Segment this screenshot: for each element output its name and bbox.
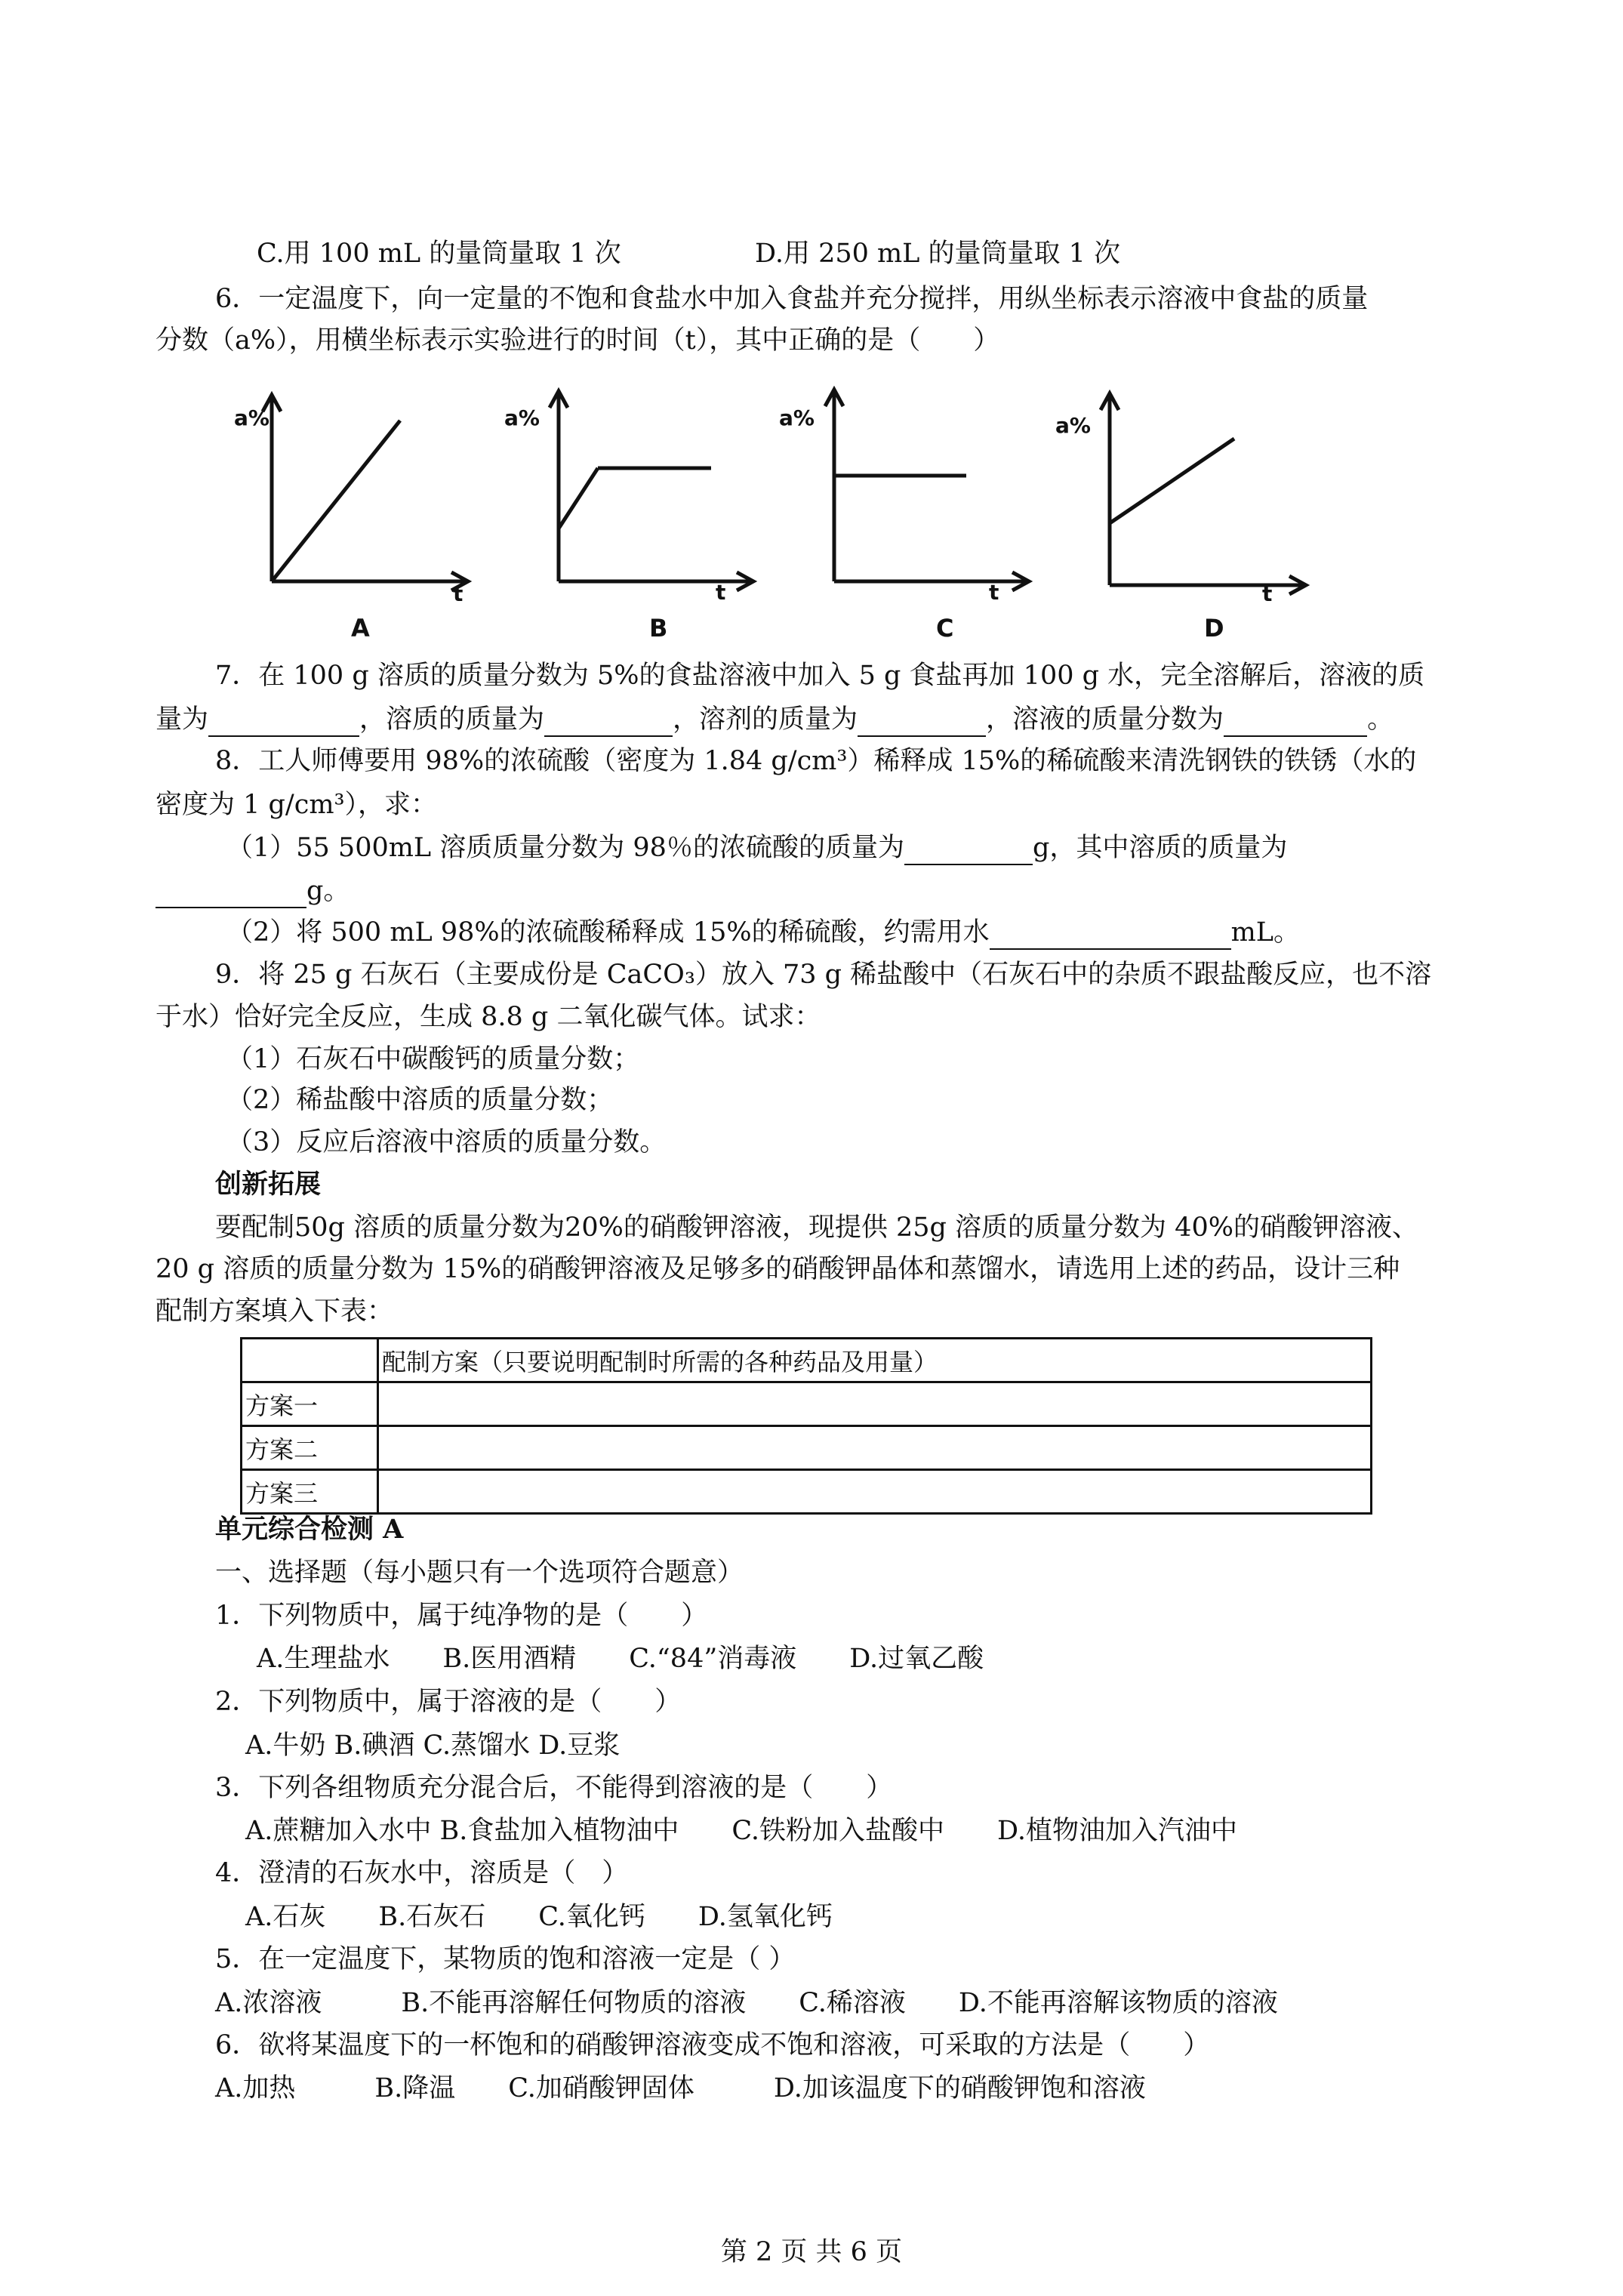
q9-sub1: （1）石灰石中碳酸钙的质量分数； (226, 1044, 640, 1074)
q7-blank-solution-mass[interactable] (208, 708, 359, 737)
ut-q4-options: A.石灰 B.石灰石 C.氧化钙 D.氢氧化钙 (245, 1902, 833, 1932)
q6-line1: 6．一定温度下，向一定量的不饱和食盐水中加入食盐并充分搅拌，用纵坐标表示溶液中食盐的质量 (215, 284, 1369, 314)
plan-table (240, 1337, 1372, 1515)
graph-d-label: D (1204, 614, 1224, 643)
q9-line2: 于水）恰好完全反应，生成 8.8 g 二氧化碳气体。试求： (156, 1002, 821, 1032)
graph-b-xlabel: t (716, 580, 726, 605)
q9-sub2: （2）稀盐酸中溶质的质量分数； (226, 1085, 614, 1115)
graph-c-ylabel: a% (779, 405, 815, 430)
q5-option-c: C.用 100 mL 的量筒量取 1 次 (257, 239, 621, 269)
q5-option-d: D.用 250 mL 的量筒量取 1 次 (755, 239, 1121, 269)
plan-answer-cell[interactable] (378, 1426, 1372, 1470)
q7-line2: 量为 ，溶质的质量为 ，溶剂的质量为 ，溶液的质量分数为 。 (156, 702, 1394, 737)
graph-d-ylabel: a% (1055, 413, 1091, 438)
q9-line1: 9．将 25 g 石灰石（主要成份是 CaCO₃）放入 73 g 稀盐酸中（石灰石中的杂质不跟盐酸反应，也不溶 (215, 960, 1432, 990)
plan-row-label: 方案一 (242, 1382, 378, 1426)
ut-q1: 1．下列物质中，属于纯净物的是（ ） (215, 1601, 708, 1631)
plan-answer-cell[interactable] (378, 1382, 1372, 1426)
plan-row-label: 方案三 (242, 1470, 378, 1514)
q8-sub1: （1）55 500mL 溶质质量分数为 98％的浓硫酸的质量为 g，其中溶质的质量为 (226, 831, 1287, 865)
q8-blank-acid-mass[interactable] (904, 837, 1033, 865)
graph-c-xlabel: t (989, 580, 999, 605)
graph-d-xlabel: t (1262, 581, 1273, 606)
innovation-heading: 创新拓展 (215, 1169, 322, 1200)
ut-q5-options: A.浓溶液 B.不能再溶解任何物质的溶液 C.稀溶液 D.不能再溶解该物质的溶液 (215, 1988, 1278, 2018)
table-row (242, 1339, 1372, 1382)
q7-blank-solute-mass[interactable] (544, 708, 673, 737)
q8-line2: 密度为 1 g/cm³），求： (156, 790, 438, 820)
ut-q2: 2．下列物质中，属于溶液的是（ ） (215, 1687, 682, 1717)
ut-q6: 6．欲将某温度下的一杯饱和的硝酸钾溶液变成不饱和溶液，可采取的方法是（ ） (215, 2030, 1210, 2060)
ut-q3: 3．下列各组物质充分混合后，不能得到溶液的是（ ） (215, 1773, 893, 1803)
q7-line1: 7．在 100 g 溶质的质量分数为 5%的食盐溶液中加入 5 g 食盐再加 100 g 水，完全溶解后，溶液的质 (215, 661, 1425, 691)
graph-c (789, 376, 1046, 648)
unit-test-section: 一、选择题（每小题只有一个选项符合题意） (215, 1558, 744, 1588)
q7-blank-solvent-mass[interactable] (858, 708, 986, 737)
graph-a-ylabel: a% (234, 405, 269, 430)
table-row (242, 1426, 1372, 1470)
graph-b (513, 378, 770, 649)
q8-line1: 8．工人师傅要用 98%的浓硫酸（密度为 1.84 g/cm³）稀释成 15%的稀硫酸来清洗钢铁的铁锈（水的 (215, 746, 1417, 776)
plan-answer-cell[interactable] (378, 1470, 1372, 1514)
ut-q2-options: A.牛奶 B.碘酒 C.蒸馏水 D.豆浆 (245, 1730, 621, 1761)
q8-blank-solute-mass[interactable] (156, 880, 306, 908)
graph-c-label: C (936, 614, 954, 643)
plan-row-label: 方案二 (242, 1426, 378, 1470)
ut-q4: 4．澄清的石灰水中，溶质是（ ） (215, 1858, 629, 1888)
innovation-line3: 配制方案填入下表： (156, 1296, 394, 1327)
q8-sub1-cont: g。 (156, 874, 350, 908)
table-row (242, 1382, 1372, 1426)
q8-blank-water-volume[interactable] (990, 921, 1231, 950)
graph-d (1064, 380, 1321, 652)
q6-line2: 分数（a%），用横坐标表示实验进行的时间（t），其中正确的是（ ） (156, 325, 1000, 356)
ut-q5: 5．在一定温度下，某物质的饱和溶液一定是（ ） (215, 1944, 796, 1974)
ut-q3-options: A.蔗糖加入水中 B.食盐加入植物油中 C.铁粉加入盐酸中 D.植物油加入汽油中 (245, 1816, 1237, 1846)
q9-sub3: （3）反应后溶液中溶质的质量分数。 (226, 1127, 667, 1157)
graph-b-label: B (649, 614, 668, 643)
table-row (242, 1470, 1372, 1514)
q8-sub2: （2）将 500 mL 98%的浓硫酸稀释成 15%的稀硫酸，约需用水 mL。 (226, 915, 1300, 950)
q7-blank-mass-fraction[interactable] (1224, 708, 1367, 737)
ut-q6-options: A.加热 B.降温 C.加硝酸钾固体 D.加该温度下的硝酸钾饱和溶液 (215, 2073, 1146, 2103)
ut-q1-options: A.生理盐水 B.医用酒精 C.“84”消毒液 D.过氧乙酸 (257, 1644, 984, 1674)
unit-test-heading: 单元综合检测 A (215, 1514, 404, 1545)
page-footer: 第 2 页 共 6 页 (720, 2237, 903, 2267)
graph-b-ylabel: a% (504, 405, 540, 430)
graph-a-label: A (351, 614, 370, 643)
innovation-line1: 要配制50g 溶质的质量分数为20%的硝酸钾溶液，现提供 25g 溶质的质量分数为 40%的硝酸钾溶液、 (215, 1213, 1418, 1243)
innovation-line2: 20 g 溶质的质量分数为 15%的硝酸钾溶液及足够多的硝酸钾晶体和蒸馏水，请选用上述的药品，设计三种 (156, 1254, 1400, 1284)
graph-a-xlabel: t (453, 581, 463, 606)
plan-table-header: 配制方案（只要说明配制时所需的各种药品及用量） (378, 1339, 1372, 1382)
